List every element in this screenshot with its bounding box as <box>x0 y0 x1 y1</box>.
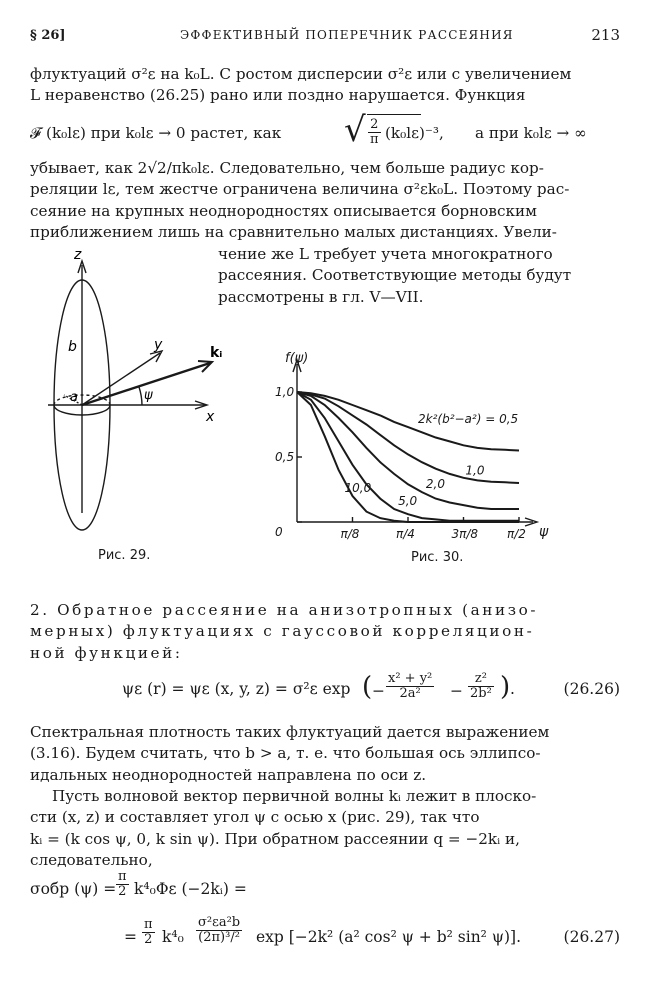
curve-label-4: 10,0 <box>344 481 372 495</box>
paragraph-2-wrap <box>218 244 618 308</box>
y-tick-label: 0 <box>275 525 283 539</box>
text-line: ной функцией: <box>30 643 183 662</box>
equation-26-27 <box>30 870 620 980</box>
text-line: сеяние на крупных неоднородностях описывается борновским <box>30 201 537 220</box>
text-line: L неравенство (26.25) рано или поздно нарушается. Функция <box>30 86 526 105</box>
fraction: $\frac{\pi}{2}$ <box>144 917 153 947</box>
text-line: идальных неоднородностей направлена по оси z. <box>30 765 427 784</box>
curve-label-2: 2,0 <box>425 477 445 492</box>
f-psi-chart <box>275 330 575 540</box>
running-title: ЭФФЕКТИВНЫЙ ПОПЕРЕЧНИК РАССЕЯНИЯ <box>180 28 514 42</box>
text-line: Пусть волновой вектор первичной волны kᵢ лежит в плоско- <box>52 787 537 805</box>
equation-term: k⁴₀ <box>162 928 184 946</box>
figure-29-caption: Рис. 29. <box>98 548 151 563</box>
text-line: (k₀lε)⁻³, <box>385 124 444 142</box>
curve-label-1: 1,0 <box>465 463 485 478</box>
text-line: рассмотрены в гл. V—VII. <box>218 287 424 306</box>
section-heading <box>30 600 620 664</box>
fraction: $\frac{\text{x² + y²}}{\text{2a²}}$ <box>388 671 433 701</box>
text-line: мерных) флуктуациях с гауссовой корреляцион- <box>30 622 535 641</box>
x-tick-label: π/2 <box>506 527 526 540</box>
equation-lhs: σобр (ψ) = <box>30 880 117 898</box>
equation-number: (26.27) <box>563 928 620 946</box>
label-y: y <box>154 337 163 353</box>
series-line-1 <box>297 392 519 483</box>
paragraph-3 <box>30 722 620 786</box>
x-tick-label: π/4 <box>395 527 415 540</box>
paragraph-1 <box>30 64 620 107</box>
text-line: приближением лишь на сравнительно малых дистанциях. Увели- <box>30 223 557 242</box>
x-tick-label: 3π/8 <box>451 527 479 540</box>
text-line: следовательно, <box>30 851 153 870</box>
minus-sign: − <box>450 682 463 700</box>
equation-lhs: ψε (r) = ψε (x, y, z) = σ²ε exp <box>122 680 351 698</box>
text-line: флуктуаций σ²ε на k₀L. С ростом дисперсии σ²ε или с увеличением <box>30 65 572 83</box>
paragraph-4 <box>30 786 620 872</box>
curve-label-3: 5,0 <box>398 494 418 508</box>
period: . <box>510 680 515 698</box>
minus-sign: − <box>372 682 385 700</box>
label-z: z <box>74 247 82 263</box>
curve-label-0: 2k²(b²−a²) = 0,5 <box>418 412 519 427</box>
text-line: 2. Обратное рассеяние на анизотропных (анизо- <box>30 601 539 619</box>
figure-30 <box>275 330 575 570</box>
equation-26-26 <box>30 668 620 710</box>
text-line: чение же L требует учета многократного <box>218 245 553 263</box>
y-tick-label: 1,0 <box>275 385 295 399</box>
label-x: x <box>206 409 215 425</box>
text-line: (3.16). Будем считать, что b > a, т. е. что большая ось эллипсо- <box>30 744 541 763</box>
paren-close: ) <box>500 672 511 702</box>
equals-sign: = <box>124 928 137 946</box>
inline-formula-line <box>30 112 620 158</box>
x-axis-title: ψ <box>539 524 549 540</box>
figure-30-caption: Рис. 30. <box>411 550 464 565</box>
label-a: a <box>70 390 78 405</box>
y-axis-title: f(ψ) <box>285 351 309 366</box>
fraction: $\frac{2}{\pi}$ <box>370 117 379 147</box>
angle-arc <box>139 387 142 405</box>
y-tick-label: 0,5 <box>275 450 295 464</box>
ellipsoid-diagram <box>30 245 230 545</box>
equation-term: exp [−2k² (a² cos² ψ + b² sin² ψ)]. <box>256 928 521 946</box>
x-tick-label: π/8 <box>340 527 360 540</box>
page-number: 213 <box>591 26 620 44</box>
text-line: реляции lε, тем жестче ограничена величина σ²εk₀L. Поэтому рас- <box>30 180 570 199</box>
equation-rhs: k⁴₀Φε (−2kᵢ) = <box>134 880 247 898</box>
label-ki: kᵢ <box>210 345 223 361</box>
paren-open: ( <box>362 672 373 702</box>
section-marker: § 26] <box>30 28 66 43</box>
label-b: b <box>68 339 77 355</box>
text-line: рассеяния. Соответствующие методы будут <box>218 266 572 285</box>
equation-number: (26.26) <box>563 680 620 698</box>
paragraph-2 <box>30 158 620 244</box>
text-line: kᵢ = (k cos ψ, 0, k sin ψ). При обратном рассеянии q = −2kᵢ и, <box>30 829 520 848</box>
text-line: 𝓕 (k₀lε) при k₀lε → 0 растет, как <box>30 124 282 142</box>
sqrt-sign: √ <box>344 110 366 150</box>
text-line: сти (x, z) и составляет угол ψ с осью x (рис. 29), так что <box>30 808 480 827</box>
fraction: $\frac{\text{σ²εa²b}}{\text{(2π)³/²}}$ <box>198 915 241 945</box>
text-line: убывает, как 2√2/πk₀lε. Следовательно, чем больше радиус кор- <box>30 159 544 177</box>
fraction: $\frac{\text{z²}}{\text{2b²}}$ <box>470 671 492 701</box>
page-header <box>30 22 620 46</box>
figure-29 <box>30 245 230 563</box>
text-line: Спектральная плотность таких флуктуаций дается выражением <box>30 723 550 741</box>
label-psi: ψ <box>144 388 153 403</box>
sqrt-bar <box>367 114 421 115</box>
text-line: а при k₀lε → ∞ <box>475 124 587 142</box>
fraction: $\frac{\pi}{2}$ <box>118 869 127 899</box>
